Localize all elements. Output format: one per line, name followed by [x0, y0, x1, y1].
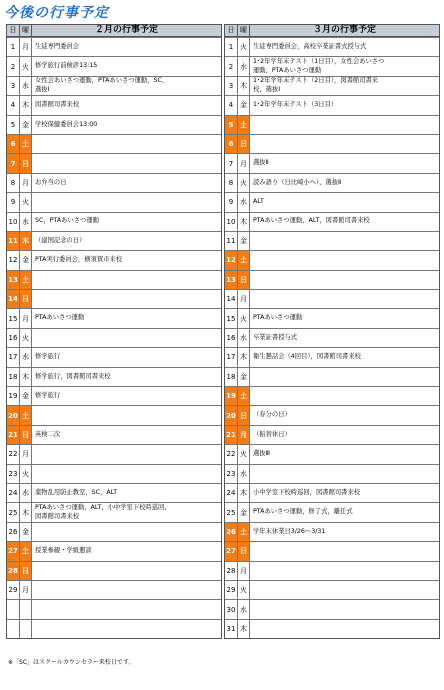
event-cell — [250, 562, 439, 580]
event-cell — [250, 620, 439, 638]
event-cell: 1･2年学年末テスト（1日目），女性会あいさつ 運動，PTAあいさつ運動 — [253, 58, 385, 74]
event-cell: 選抜Ⅱ — [253, 159, 269, 167]
day-cell: 20 — [225, 406, 238, 424]
month-heading: ３月の行事予定 — [312, 25, 376, 35]
footnote: ※「SC」はスクールカウンセラー来校日です。 — [8, 659, 135, 666]
table-row — [225, 250, 439, 269]
event-cell: （春分の日） — [253, 411, 291, 419]
weekday-cell: 水 — [20, 348, 32, 366]
weekday-cell: 日 — [238, 271, 250, 289]
day-cell: 30 — [225, 600, 238, 618]
event-cell — [250, 271, 439, 289]
event-cell: PTAあいさつ運動，修了式，離任式 — [253, 508, 353, 516]
day-cell: 11 — [7, 232, 20, 250]
day-cell: 18 — [225, 368, 238, 386]
table-row — [225, 561, 439, 580]
weekday-cell: 月 — [20, 38, 32, 56]
table-header — [6, 24, 222, 37]
table-row — [225, 37, 439, 56]
day-cell: 5 — [225, 116, 238, 134]
weekday-cell: 月 — [20, 445, 32, 463]
day-cell — [7, 620, 20, 638]
weekday-cell: 火 — [20, 465, 32, 483]
table-row — [7, 502, 221, 521]
day-cell: 25 — [225, 503, 238, 521]
day-column-header: 日 — [7, 25, 20, 36]
table-row — [225, 192, 439, 211]
weekday-cell: 金 — [20, 523, 32, 541]
table-row — [225, 405, 439, 424]
day-cell: 18 — [7, 368, 20, 386]
weekday-cell: 月 — [238, 290, 250, 308]
table-row — [225, 502, 439, 521]
weekday-cell: 火 — [238, 581, 250, 599]
day-cell: 25 — [7, 503, 20, 521]
table-row — [7, 270, 221, 289]
table-row — [7, 328, 221, 347]
event-cell: 卒業証書授与式 — [253, 333, 298, 341]
table-row — [7, 289, 221, 308]
weekday-cell: 金 — [238, 232, 250, 250]
event-cell — [250, 581, 439, 599]
day-cell: 21 — [7, 426, 20, 444]
day-cell: 9 — [225, 193, 238, 211]
day-cell: 13 — [225, 271, 238, 289]
table-row — [225, 464, 439, 483]
table-row — [225, 619, 439, 638]
weekday-cell: 火 — [20, 329, 32, 347]
event-cell: 修学旅行 — [35, 391, 61, 399]
table-row — [225, 76, 439, 95]
weekday-cell: 日 — [238, 406, 250, 424]
table-row — [225, 425, 439, 444]
day-cell: 29 — [225, 581, 238, 599]
weekday-cell: 火 — [20, 193, 32, 211]
weekday-cell: 火 — [20, 57, 32, 75]
table-row — [7, 541, 221, 560]
table-header — [224, 24, 440, 37]
table-row — [7, 464, 221, 483]
day-cell: 23 — [225, 465, 238, 483]
weekday-cell: 木 — [238, 484, 250, 502]
table-body — [6, 37, 222, 639]
day-cell: 16 — [7, 329, 20, 347]
day-cell: 27 — [7, 542, 20, 560]
table-row — [225, 212, 439, 231]
day-cell: 3 — [7, 77, 20, 95]
weekday-cell: 土 — [20, 542, 32, 560]
table-row — [225, 95, 439, 114]
weekday-cell: 水 — [238, 329, 250, 347]
weekday-cell: 月 — [238, 562, 250, 580]
table-row — [7, 37, 221, 56]
event-cell: （振替休日） — [253, 430, 291, 438]
day-cell: 2 — [225, 57, 238, 75]
table-row — [7, 444, 221, 463]
february-schedule-table — [6, 24, 222, 639]
table-row — [225, 173, 439, 192]
day-cell: 8 — [225, 174, 238, 192]
event-cell: 生徒専門委員会 — [35, 42, 80, 50]
weekday-cell: 日 — [20, 290, 32, 308]
event-cell — [250, 600, 439, 618]
event-cell — [250, 116, 439, 134]
weekday-cell — [20, 620, 32, 638]
table-row — [7, 173, 221, 192]
weekday-cell: 水 — [238, 57, 250, 75]
event-cell — [32, 620, 221, 638]
day-cell: 1 — [225, 38, 238, 56]
event-cell — [32, 523, 221, 541]
event-cell: （建国記念の日） — [35, 236, 86, 244]
weekday-cell: 金 — [238, 96, 250, 114]
event-cell: PTAあいさつ運動 — [253, 314, 303, 322]
weekday-cell: 水 — [20, 77, 32, 95]
event-cell: 衛生懇話会（4回目），図書館司書来校 — [253, 353, 361, 361]
day-cell: 27 — [225, 542, 238, 560]
weekday-cell: 日 — [238, 135, 250, 153]
event-cell: 授業参観・学級懇談 — [35, 547, 92, 555]
day-cell: 7 — [225, 154, 238, 172]
weekday-cell: 日 — [20, 426, 32, 444]
day-cell: 19 — [225, 387, 238, 405]
weekday-cell — [20, 600, 32, 618]
event-cell: 図書館司書来校 — [35, 101, 80, 109]
weekday-cell: 金 — [20, 116, 32, 134]
event-cell — [32, 600, 221, 618]
event-cell — [32, 135, 221, 153]
weekday-cell: 金 — [238, 368, 250, 386]
march-schedule-table — [224, 24, 440, 639]
day-cell: 15 — [225, 309, 238, 327]
table-row — [7, 231, 221, 250]
weekday-cell: 木 — [20, 96, 32, 114]
table-row — [7, 56, 221, 75]
event-cell — [250, 465, 439, 483]
table-row — [7, 425, 221, 444]
table-row — [7, 192, 221, 211]
day-cell: 23 — [7, 465, 20, 483]
event-cell: 学校保健委員会13:00 — [35, 120, 98, 128]
event-cell — [32, 193, 221, 211]
weekday-cell: 月 — [20, 309, 32, 327]
table-row — [7, 308, 221, 327]
event-cell — [32, 290, 221, 308]
day-cell: 22 — [225, 445, 238, 463]
table-row — [7, 580, 221, 599]
event-cell: PTAあいさつ運動，ALT，小中学室下校時巡回， 図書館司書来校 — [35, 504, 171, 520]
weekday-cell: 土 — [20, 135, 32, 153]
day-cell: 13 — [7, 271, 20, 289]
day-cell: 10 — [7, 213, 20, 231]
event-cell: 修学旅行 — [35, 353, 61, 361]
weekday-cell: 火 — [238, 174, 250, 192]
event-cell — [250, 542, 439, 560]
day-cell: 20 — [7, 406, 20, 424]
weekday-cell: 月 — [238, 154, 250, 172]
day-column-header: 日 — [225, 25, 238, 36]
day-cell: 6 — [7, 135, 20, 153]
weekday-column-header: 曜 — [238, 25, 250, 36]
weekday-cell: 土 — [20, 406, 32, 424]
table-row — [225, 134, 439, 153]
day-cell: 24 — [7, 484, 20, 502]
event-cell: 修学旅行前検診13:15 — [35, 62, 98, 70]
day-cell: 14 — [225, 290, 238, 308]
day-cell: 26 — [7, 523, 20, 541]
event-cell: ALT — [253, 198, 264, 206]
table-row — [7, 483, 221, 502]
weekday-cell: 金 — [238, 503, 250, 521]
weekday-cell: 水 — [238, 193, 250, 211]
table-row — [7, 115, 221, 134]
day-cell — [7, 600, 20, 618]
weekday-cell: 土 — [238, 251, 250, 269]
table-row — [225, 308, 439, 327]
weekday-cell: 金 — [20, 387, 32, 405]
weekday-cell: 水 — [20, 484, 32, 502]
day-cell: 4 — [7, 96, 20, 114]
event-cell — [32, 581, 221, 599]
table-row — [225, 386, 439, 405]
event-cell: 薬物乱用防止教室，SC，ALT — [35, 488, 118, 496]
table-row — [225, 270, 439, 289]
table-row — [225, 599, 439, 618]
table-row — [7, 599, 221, 618]
weekday-cell: 木 — [238, 348, 250, 366]
event-cell: 修学旅行，図書館司書来校 — [35, 372, 111, 380]
day-cell: 21 — [225, 426, 238, 444]
table-row — [7, 386, 221, 405]
weekday-cell: 木 — [238, 213, 250, 231]
table-row — [225, 153, 439, 172]
weekday-column-header: 曜 — [20, 25, 32, 36]
table-row — [7, 405, 221, 424]
event-cell — [32, 465, 221, 483]
page-title: 今後の行事予定 — [4, 5, 109, 21]
table-row — [225, 580, 439, 599]
event-cell: お弁当の日 — [35, 178, 67, 186]
event-cell — [32, 329, 221, 347]
day-cell: 14 — [7, 290, 20, 308]
weekday-cell: 木 — [238, 620, 250, 638]
weekday-cell: 金 — [20, 251, 32, 269]
weekday-cell: 土 — [238, 116, 250, 134]
table-row — [7, 153, 221, 172]
day-cell: 19 — [7, 387, 20, 405]
event-cell — [32, 271, 221, 289]
day-cell: 15 — [7, 309, 20, 327]
event-cell — [250, 232, 439, 250]
weekday-cell: 月 — [20, 581, 32, 599]
table-row — [225, 231, 439, 250]
event-cell — [32, 562, 221, 580]
day-cell: 1 — [7, 38, 20, 56]
event-cell — [250, 368, 439, 386]
event-cell — [32, 445, 221, 463]
table-row — [225, 367, 439, 386]
day-cell: 31 — [225, 620, 238, 638]
event-cell: 学年末休業日3/26～3/31 — [253, 527, 326, 535]
table-row — [7, 619, 221, 638]
event-cell: 生徒専門委員会，高校卒業証書式授与式 — [253, 42, 367, 50]
table-row — [7, 347, 221, 366]
day-cell: 17 — [225, 348, 238, 366]
event-cell: PTAあいさつ運動 — [35, 314, 85, 322]
day-cell: 5 — [7, 116, 20, 134]
table-row — [225, 541, 439, 560]
table-row — [225, 115, 439, 134]
weekday-cell: 水 — [238, 465, 250, 483]
event-cell: 1･2年学年末テスト（2日目），図書館司書来 校，選抜Ⅰ — [253, 77, 379, 93]
day-cell: 17 — [7, 348, 20, 366]
day-cell: 22 — [7, 445, 20, 463]
day-cell: 29 — [7, 581, 20, 599]
weekday-cell: 木 — [20, 368, 32, 386]
day-cell: 28 — [225, 562, 238, 580]
weekday-cell: 土 — [238, 523, 250, 541]
day-cell: 24 — [225, 484, 238, 502]
day-cell: 9 — [7, 193, 20, 211]
day-cell: 11 — [225, 232, 238, 250]
day-cell: 7 — [7, 154, 20, 172]
table-row — [7, 134, 221, 153]
weekday-cell: 水 — [238, 600, 250, 618]
table-row — [7, 522, 221, 541]
day-cell: 2 — [7, 57, 20, 75]
weekday-cell: 日 — [20, 154, 32, 172]
day-cell: 8 — [7, 174, 20, 192]
weekday-cell: 木 — [238, 77, 250, 95]
table-row — [7, 212, 221, 231]
table-row — [7, 76, 221, 95]
weekday-cell: 火 — [238, 38, 250, 56]
event-cell — [250, 135, 439, 153]
weekday-cell: 水 — [20, 213, 32, 231]
day-cell: 28 — [7, 562, 20, 580]
table-row — [7, 561, 221, 580]
table-row — [7, 367, 221, 386]
event-cell: 英検二次 — [35, 430, 61, 438]
event-cell: 選抜Ⅲ — [253, 450, 270, 458]
weekday-cell: 土 — [238, 387, 250, 405]
event-cell — [32, 406, 221, 424]
table-row — [225, 328, 439, 347]
day-cell: 10 — [225, 213, 238, 231]
weekday-cell: 日 — [238, 542, 250, 560]
day-cell: 6 — [225, 135, 238, 153]
event-cell — [250, 387, 439, 405]
table-row — [7, 95, 221, 114]
day-cell: 4 — [225, 96, 238, 114]
weekday-cell: 火 — [238, 445, 250, 463]
day-cell: 12 — [225, 251, 238, 269]
weekday-cell: 月 — [20, 174, 32, 192]
table-row — [7, 250, 221, 269]
day-cell: 3 — [225, 77, 238, 95]
event-cell — [250, 290, 439, 308]
table-body — [224, 37, 440, 639]
event-cell: 小中学室下校時巡回，図書館司書来校 — [253, 488, 361, 496]
event-cell: PTAあいさつ運動，ALT，図書館司書来校 — [253, 217, 370, 225]
month-heading: ２月の行事予定 — [94, 25, 158, 35]
event-cell: 読み語り（日比崎小へ），選抜Ⅱ — [253, 178, 342, 186]
table-row — [225, 522, 439, 541]
table-row — [225, 289, 439, 308]
weekday-cell: 月 — [238, 426, 250, 444]
table-row — [225, 444, 439, 463]
table-row — [225, 347, 439, 366]
day-cell: 16 — [225, 329, 238, 347]
table-row — [225, 56, 439, 75]
weekday-cell: 木 — [20, 503, 32, 521]
event-cell: SC，PTAあいさつ運動 — [35, 217, 99, 225]
event-cell: PTA実行委員会，横須賀市来校 — [35, 256, 123, 264]
weekday-cell: 火 — [238, 309, 250, 327]
event-cell: 女性会あいさつ運動，PTAあいさつ運動，SC， 選抜Ⅰ — [35, 77, 169, 93]
weekday-cell: 木 — [20, 232, 32, 250]
day-cell: 26 — [225, 523, 238, 541]
event-cell — [250, 251, 439, 269]
weekday-cell: 日 — [20, 562, 32, 580]
event-cell — [32, 154, 221, 172]
table-row — [225, 483, 439, 502]
event-cell: 1･2年学年末テスト（3日目） — [253, 101, 338, 109]
weekday-cell: 土 — [20, 271, 32, 289]
day-cell: 12 — [7, 251, 20, 269]
